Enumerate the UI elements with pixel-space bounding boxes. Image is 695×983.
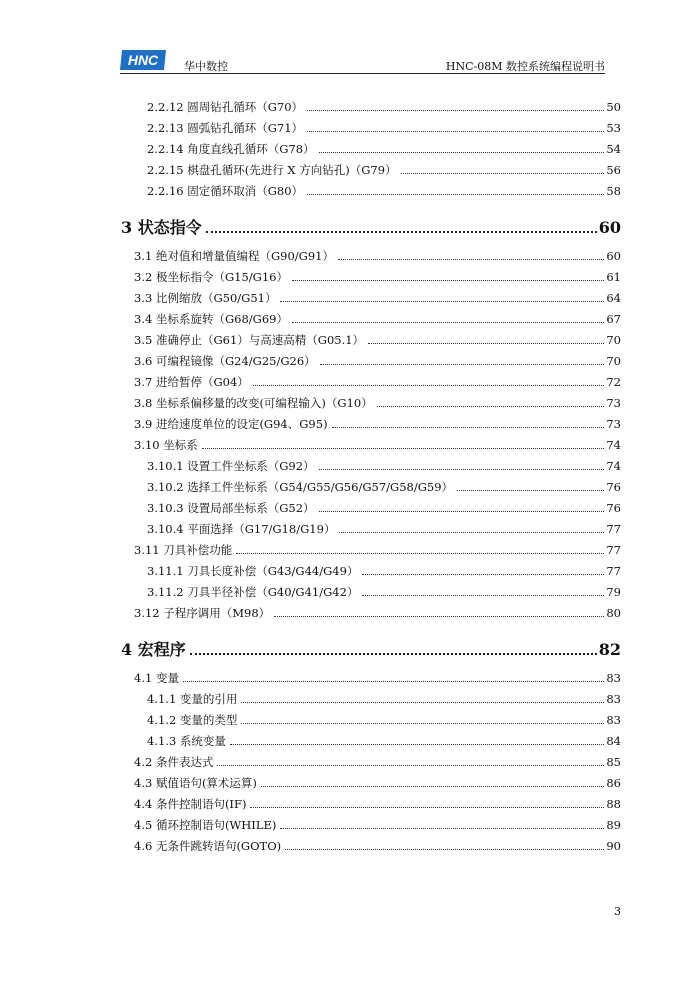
toc-entry-label: 4.2 条件表达式 [134, 755, 214, 769]
dot-leader [319, 511, 605, 512]
toc-entry-label: 3.10.1 设置工件坐标系（G92） [147, 459, 315, 473]
table-of-contents [121, 97, 621, 857]
page-header [120, 46, 605, 74]
toc-entry-page: 54 [606, 142, 621, 156]
dot-leader [202, 448, 605, 449]
toc-entry-page: 77 [606, 564, 621, 578]
toc-entry-page: 74 [606, 459, 621, 473]
dot-leader [292, 322, 604, 323]
toc-entry-label: 3.11.1 刀具长度补偿（G43/G44/G49） [147, 564, 359, 578]
toc-entry[interactable] [134, 540, 621, 561]
toc-entry-label: 3.3 比例缩放（G50/G51） [134, 291, 277, 305]
dot-leader [253, 385, 605, 386]
toc-entry-page: 53 [606, 121, 621, 135]
dot-leader [401, 173, 605, 174]
header-rule [120, 73, 605, 74]
dot-leader [362, 574, 604, 575]
toc-entry[interactable] [134, 561, 621, 582]
dot-leader [319, 152, 605, 153]
toc-entry[interactable] [134, 435, 621, 456]
toc-entry-page: 58 [606, 184, 621, 198]
toc-entry-label: 3.11 刀具补偿功能 [134, 543, 233, 557]
toc-entry-page: 83 [606, 713, 621, 727]
toc-entry[interactable] [134, 393, 621, 414]
toc-entry-label: 3.10 坐标系 [134, 438, 198, 452]
toc-entry[interactable] [134, 246, 621, 267]
toc-entry-label: 3.10.2 选择工件坐标系（G54/G55/G56/G57/G58/G59） [147, 480, 454, 494]
dot-leader [280, 828, 604, 829]
toc-entry[interactable] [134, 836, 621, 857]
dot-leader [285, 849, 604, 850]
toc-entry[interactable] [134, 668, 621, 689]
toc-entry-page: 76 [606, 501, 621, 515]
toc-entry[interactable] [134, 603, 621, 624]
dot-leader [217, 765, 604, 766]
toc-entry-page: 79 [606, 585, 621, 599]
toc-entry-page: 60 [598, 218, 621, 237]
toc-entry[interactable] [134, 160, 621, 181]
toc-entry[interactable] [134, 794, 621, 815]
toc-entry-page: 90 [606, 839, 621, 853]
toc-entry-label: 3.9 进给速度单位的设定(G94、G95) [134, 417, 328, 431]
toc-entry[interactable] [134, 309, 621, 330]
toc-entry-label: 3.2 极坐标指令（G15/G16） [134, 270, 288, 284]
dot-leader [236, 553, 604, 554]
toc-entry-page: 74 [606, 438, 621, 452]
toc-entry-page: 85 [606, 755, 621, 769]
dot-leader [280, 301, 604, 302]
toc-entry[interactable] [134, 351, 621, 372]
dot-leader [377, 406, 605, 407]
dot-leader [261, 786, 604, 787]
toc-chapter[interactable] [121, 202, 621, 246]
toc-entry[interactable] [134, 477, 621, 498]
toc-entry[interactable] [134, 372, 621, 393]
toc-entry[interactable] [134, 498, 621, 519]
toc-entry-page: 50 [606, 100, 621, 114]
dot-leader [190, 653, 597, 655]
dot-leader [292, 280, 604, 281]
dot-leader [362, 595, 604, 596]
toc-entry-page: 60 [606, 249, 621, 263]
toc-entry-label: 3.7 进给暂停（G04） [134, 375, 249, 389]
toc-entry-label: 4.1.3 系统变量 [147, 734, 226, 748]
toc-entry-label: 3.11.2 刀具半径补偿（G40/G41/G42） [147, 585, 359, 599]
toc-entry[interactable] [134, 97, 621, 118]
toc-entry-page: 70 [606, 333, 621, 347]
dot-leader [241, 702, 604, 703]
toc-entry-page: 67 [606, 312, 621, 326]
toc-entry-label: 4.1.2 变量的类型 [147, 713, 238, 727]
dot-leader [339, 532, 604, 533]
hnc-logo [120, 48, 168, 72]
toc-entry[interactable] [134, 414, 621, 435]
dot-leader [307, 194, 604, 195]
toc-entry-page: 64 [606, 291, 621, 305]
toc-entry-label: 4.4 条件控制语句(IF) [134, 797, 247, 811]
dot-leader [332, 427, 605, 428]
toc-entry[interactable] [134, 689, 621, 710]
toc-entry-label: 4.3 赋值语句(算术运算) [134, 776, 257, 790]
toc-entry-page: 86 [606, 776, 621, 790]
dot-leader [307, 131, 604, 132]
dot-leader [368, 343, 604, 344]
toc-entry-label: 4 宏程序 [121, 640, 186, 659]
dot-leader [307, 110, 604, 111]
dot-leader [319, 469, 605, 470]
toc-entry-label: 3 状态指令 [121, 218, 202, 237]
toc-entry-page: 72 [606, 375, 621, 389]
toc-chapter[interactable] [121, 624, 621, 668]
toc-entry[interactable] [134, 139, 621, 160]
toc-entry-page: 88 [606, 797, 621, 811]
dot-leader [274, 616, 604, 617]
dot-leader [230, 744, 604, 745]
dot-leader [183, 681, 604, 682]
toc-entry-label: 3.4 坐标系旋转（G68/G69） [134, 312, 288, 326]
toc-entry-label: 2.2.15 棋盘孔循环(先进行 X 方向钻孔)（G79） [147, 163, 397, 177]
toc-entry[interactable] [134, 330, 621, 351]
toc-entry-label: 4.1 变量 [134, 671, 179, 685]
toc-entry-page: 84 [606, 734, 621, 748]
toc-entry-label: 2.2.16 固定循环取消（G80） [147, 184, 304, 198]
toc-entry[interactable] [134, 773, 621, 794]
svg-text:HNC: HNC [127, 52, 159, 68]
toc-entry-page: 80 [606, 606, 621, 620]
toc-entry[interactable] [134, 752, 621, 773]
toc-entry[interactable] [134, 815, 621, 836]
toc-entry-label: 2.2.12 圆周钻孔循环（G70） [147, 100, 304, 114]
toc-entry-page: 70 [606, 354, 621, 368]
toc-entry-page: 73 [606, 417, 621, 431]
toc-entry-page: 77 [606, 522, 621, 536]
toc-entry-label: 3.5 准确停止（G61）与高速高精（G05.1） [134, 333, 365, 347]
toc-entry[interactable] [134, 288, 621, 309]
toc-entry-label: 3.1 绝对值和增量值编程（G90/G91） [134, 249, 334, 263]
toc-entry-page: 89 [606, 818, 621, 832]
dot-leader [457, 490, 604, 491]
toc-entry-page: 76 [606, 480, 621, 494]
toc-entry-page: 83 [606, 692, 621, 706]
dot-leader [241, 723, 604, 724]
toc-entry-page: 77 [606, 543, 621, 557]
toc-entry-label: 2.2.14 角度直线孔循环（G78） [147, 142, 315, 156]
toc-entry-page: 56 [606, 163, 621, 177]
toc-entry-page: 82 [598, 640, 621, 659]
toc-entry-page: 61 [606, 270, 621, 284]
toc-entry-page: 83 [606, 671, 621, 685]
dot-leader [250, 807, 604, 808]
toc-entry[interactable] [134, 710, 621, 731]
toc-entry-label: 3.6 可编程镜像（G24/G25/G26） [134, 354, 316, 368]
toc-entry[interactable] [134, 118, 621, 139]
toc-entry-label: 3.10.3 设置局部坐标系（G52） [147, 501, 315, 515]
toc-entry-page: 73 [606, 396, 621, 410]
toc-entry-label: 2.2.13 圆弧钻孔循环（G71） [147, 121, 304, 135]
toc-entry[interactable] [134, 519, 621, 540]
header-doc-title: HNC-08M 数控系统编程说明书 [445, 60, 605, 73]
toc-entry[interactable] [134, 582, 621, 603]
toc-entry[interactable] [134, 181, 621, 202]
dot-leader [338, 259, 604, 260]
toc-entry[interactable] [134, 267, 621, 288]
toc-entry-label: 3.8 坐标系偏移量的改变(可编程输入)（G10） [134, 396, 373, 410]
toc-entry[interactable] [134, 456, 621, 477]
toc-entry-label: 4.6 无条件跳转语句(GOTO) [134, 839, 282, 853]
dot-leader [206, 231, 597, 233]
toc-entry-label: 3.10.4 平面选择（G17/G18/G19） [147, 522, 336, 536]
toc-entry-label: 4.1.1 变量的引用 [147, 692, 238, 706]
header-company: 华中数控 [184, 60, 228, 73]
toc-entry-label: 4.5 循环控制语句(WHILE) [134, 818, 277, 832]
page-number: 3 [614, 905, 621, 918]
dot-leader [320, 364, 605, 365]
toc-entry-label: 3.12 子程序调用（M98） [134, 606, 271, 620]
toc-entry[interactable] [134, 731, 621, 752]
